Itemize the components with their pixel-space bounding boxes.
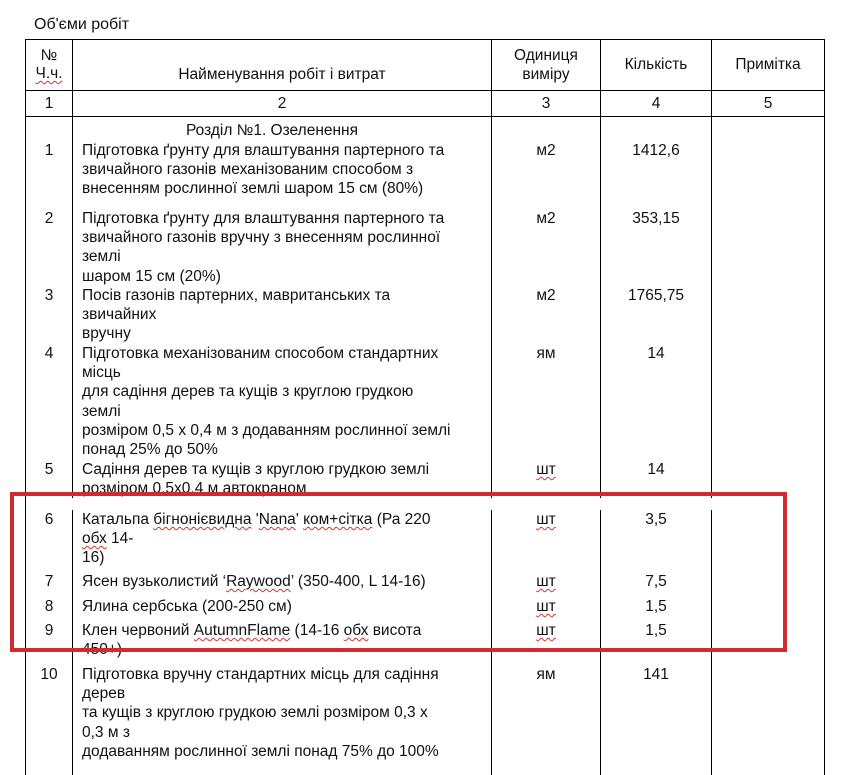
row-description [73,209,492,286]
description-line: додаванням рослинної землі понад 75% до 100% [82,742,439,760]
row-note [712,141,824,209]
row-description [73,572,492,597]
row-number: 8 [26,597,73,621]
description-line: Підготовка вручну стандартних місць для садіння [82,666,439,683]
header-number-symbol: № [40,47,58,64]
row-unit [492,460,601,498]
column-index: 4 [601,91,712,116]
description-line: звичайних [82,306,157,324]
unit-text: шт [536,461,556,478]
row-quantity: 1765,75 [601,286,712,344]
table-row [26,665,824,775]
row-note [712,665,824,775]
row-description [73,597,492,621]
table-body [26,117,824,775]
empty-cell [26,117,73,141]
row-description [73,665,492,775]
description-line: вручну [82,325,131,343]
row-note [712,572,824,597]
row-number: 1 [26,141,73,209]
row-unit: ям [492,344,601,460]
table-header-row [26,40,824,91]
row-quantity: 7,5 [601,572,712,597]
table-row [26,209,824,286]
row-note [712,286,824,344]
row-quantity: 1412,6 [601,141,712,209]
description-line: Ялина сербська (200-250 см) [82,598,292,615]
row-unit [492,597,601,621]
row-number: 9 [26,621,73,665]
description-line: дерев [82,685,126,703]
row-quantity: 3,5 [601,510,712,572]
description-line: Посів газонів партерних, мавританських та [82,287,391,304]
description-line: місць [82,364,121,382]
table-row [26,460,824,498]
header-number-abbrev: Ч.ч. [35,65,63,82]
row-description [73,460,492,498]
row-number: 5 [26,460,73,498]
column-index: 1 [26,91,73,116]
header-unit-line2: виміру [522,66,570,83]
row-quantity: 1,5 [601,621,712,665]
header-quantity: Кількість [601,40,712,90]
header-unit [492,40,601,90]
description-line: для садіння дерев та кущів з круглою грудкою [82,383,414,401]
row-description [73,510,492,572]
works-volume-table [25,39,825,775]
unit-text: шт [536,573,556,590]
column-index-row [26,91,824,117]
column-index: 3 [492,91,601,116]
description-line: внесенням рослинної землі шаром 15 см (80%) [82,180,424,198]
table-row [26,572,824,597]
description-line: звичайного газонів вручну з внесенням рослинної [82,229,441,247]
description-line: шаром 15 см (20%) [82,267,221,285]
description-line: Садіння дерев та кущів з круглою грудкою землі [82,461,430,478]
description-line: обх 14- [82,530,134,548]
row-number: 2 [26,209,73,286]
unit-text: шт [536,598,556,615]
description-line: Катальпа бігнонієвидна 'Nana' ком+сітка (Ра 220 [82,511,431,528]
description-line: 0,3 м з [82,723,130,741]
row-unit [492,572,601,597]
row-quantity: 14 [601,344,712,460]
row-number: 3 [26,286,73,344]
row-unit [492,621,601,665]
description-line: Підготовка ґрунту для влаштування партерного та [82,142,445,159]
document-title: Об'єми робіт [34,16,130,33]
description-line: землі [82,248,121,266]
row-note [712,597,824,621]
row-unit [492,510,601,572]
table-row [26,498,824,572]
description-line: та кущів з круглою грудкою землі розміром 0,3 х [82,704,428,722]
header-name: Найменування робіт і витрат [73,40,492,90]
header-number [26,40,73,90]
row-number: 4 [26,344,73,460]
column-index: 5 [763,94,773,112]
empty-cell [492,117,601,141]
section-title: Розділ №1. Озеленення [73,117,492,141]
row-quantity: 1,5 [601,597,712,621]
row-unit: м2 [492,141,601,209]
description-line: 16) [82,549,105,567]
empty-cell [601,117,712,141]
description-line: землі [82,402,121,420]
unit-text: шт [536,622,556,639]
section-row [26,117,824,141]
description-line: 450+) [82,641,123,659]
row-description [73,141,492,209]
description-line: розміром 0,5х0,4 м автокраном [82,480,307,498]
table-row [26,621,824,665]
row-quantity: 353,15 [601,209,712,286]
row-unit: м2 [492,209,601,286]
row-note [712,209,824,286]
row-note [712,621,824,665]
table-row [26,141,824,209]
table-row [26,286,824,344]
row-unit: ям [492,665,601,775]
row-description [73,286,492,344]
row-quantity: 141 [601,665,712,775]
row-number: 7 [26,572,73,597]
row-number: 10 [26,665,73,775]
row-quantity: 14 [601,460,712,498]
row-description [73,621,492,665]
row-unit: м2 [492,286,601,344]
row-number: 6 [26,510,73,572]
description-line: Ясен вузьколистий ‘Raywood’ (350-400, L 14-16) [82,573,426,590]
empty-cell [712,117,824,141]
row-note [712,510,824,572]
table-row [26,597,824,621]
table-row [26,344,824,460]
row-note [712,344,824,460]
row-description [73,344,492,460]
description-line: Клен червоний AutumnFlame (14-16 обх висота [82,622,422,639]
unit-text: шт [536,511,556,528]
row-note [712,460,824,498]
description-line: звичайного газонів механізованим способом з [82,161,414,179]
description-line: Підготовка механізованим способом стандартних [82,345,439,362]
description-line: Підготовка ґрунту для влаштування партерного та [82,210,445,227]
header-unit-line1: Одиниця [514,47,578,64]
column-index: 2 [73,91,492,116]
header-note: Примітка [735,56,801,74]
description-line: понад 25% до 50% [82,441,218,459]
description-line: розміром 0,5 х 0,4 м з додаванням рослинної землі [82,421,451,439]
